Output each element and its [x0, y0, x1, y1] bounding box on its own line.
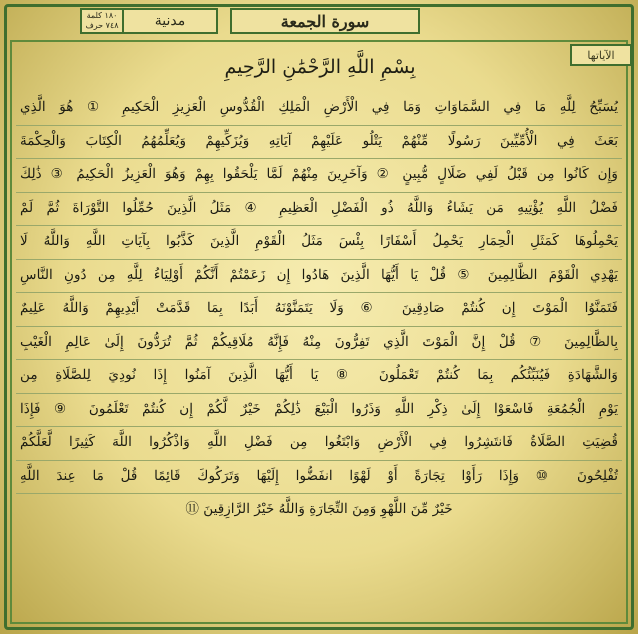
surah-title: سورة الجمعة	[230, 8, 420, 34]
text-line: فَضْلُ اللَّهِ يُؤْتِيهِ مَن يَشَاءُ وَاللَّهُ ذُو الْفَضْلِ الْعَظِيمِ ④ مَثَلُ الَّذِينَ حُمِّلُوا التَّوْرَاةَ ثُمَّ لَمْ	[16, 193, 622, 227]
text-line: بَعَثَ فِي الْأُمِّيِّينَ رَسُولًا مِّنْهُمْ يَتْلُو عَلَيْهِمْ آيَاتِهِ وَيُزَكِّيهِمْ وَيُعَلِّمُهُمُ الْكِتَابَ وَالْحِكْمَةَ	[16, 126, 622, 160]
verse-count-tag: الآياتها	[570, 44, 632, 66]
basmala: بِسْمِ اللَّهِ الرَّحْمَٰنِ الرَّحِيمِ	[224, 56, 416, 78]
revelation-type-label: مدنية	[122, 8, 218, 34]
text-line: خَيْرٌ مِّنَ اللَّهْوِ وَمِنَ التِّجَارَةِ وَاللَّهُ خَيْرُ الرَّازِقِينَ ⑪	[185, 501, 453, 517]
text-line: وَالشَّهَادَةِ فَيُنَبِّئُكُم بِمَا كُنتُمْ تَعْمَلُونَ ⑧ يَا أَيُّهَا الَّذِينَ آمَنُوا إِذَا نُودِيَ لِلصَّلَاةِ مِن	[16, 360, 622, 394]
text-lines	[16, 92, 622, 528]
text-line: قُضِيَتِ الصَّلَاةُ فَانتَشِرُوا فِي الْأَرْضِ وَابْتَغُوا مِن فَضْلِ اللَّهِ وَاذْكُرُوا اللَّهَ كَثِيرًا لَّعَلَّكُمْ	[16, 427, 622, 461]
text-line: فَتَمَنَّوُا الْمَوْتَ إِن كُنتُمْ صَادِقِينَ ⑥ وَلَا يَتَمَنَّوْنَهُ أَبَدًا بِمَا قَدَّمَتْ أَيْدِيهِمْ وَاللَّهُ عَلِيمٌ	[16, 293, 622, 327]
text-line: وَإِن كَانُوا مِن قَبْلُ لَفِي ضَلَالٍ مُّبِينٍ ② وَآخَرِينَ مِنْهُمْ لَمَّا يَلْحَقُوا بِهِمْ وَهُوَ الْعَزِيزُ الْحَكِيمُ ③ ذَٰلِكَ	[16, 159, 622, 193]
text-line: يَحْمِلُوهَا كَمَثَلِ الْحِمَارِ يَحْمِلُ أَسْفَارًا بِئْسَ مَثَلُ الْقَوْمِ الَّذِينَ كَذَّبُوا بِآيَاتِ اللَّهِ وَاللَّهُ لَا	[16, 226, 622, 260]
text-line: تُفْلِحُونَ ⑩ وَإِذَا رَأَوْا تِجَارَةً أَوْ لَهْوًا انفَضُّوا إِلَيْهَا وَتَرَكُوكَ قَائِمًا قُلْ مَا عِندَ اللَّهِ	[16, 461, 622, 495]
page-header	[10, 6, 628, 38]
letter-count: ٧٤٨ حرف	[85, 21, 119, 30]
text-line: يَوْمِ الْجُمُعَةِ فَاسْعَوْا إِلَىٰ ذِكْرِ اللَّهِ وَذَرُوا الْبَيْعَ ذَٰلِكُمْ خَيْرٌ لَّكُمْ إِن كُنتُمْ تَعْلَمُونَ ⑨ فَإِذَا	[16, 394, 622, 428]
text-line: بِالظَّالِمِينَ ⑦ قُلْ إِنَّ الْمَوْتَ الَّذِي تَفِرُّونَ مِنْهُ فَإِنَّهُ مُلَاقِيكُمْ ثُمَّ تُرَدُّونَ إِلَىٰ عَالِمِ الْغَيْبِ	[16, 327, 622, 361]
text-line: يُسَبِّحُ لِلَّهِ مَا فِي السَّمَاوَاتِ وَمَا فِي الْأَرْضِ الْمَلِكِ الْقُدُّوسِ الْعَزِيزِ الْحَكِيمِ ① هُوَ الَّذِي	[16, 92, 622, 126]
surah-stats	[80, 8, 124, 34]
text-line: يَهْدِي الْقَوْمَ الظَّالِمِينَ ⑤ قُلْ يَا أَيُّهَا الَّذِينَ هَادُوا إِن زَعَمْتُمْ أَنَّكُمْ أَوْلِيَاءُ لِلَّهِ مِن دُونِ النَّاسِ	[16, 260, 622, 294]
word-count: ١٨٠ كلمة	[86, 11, 118, 20]
